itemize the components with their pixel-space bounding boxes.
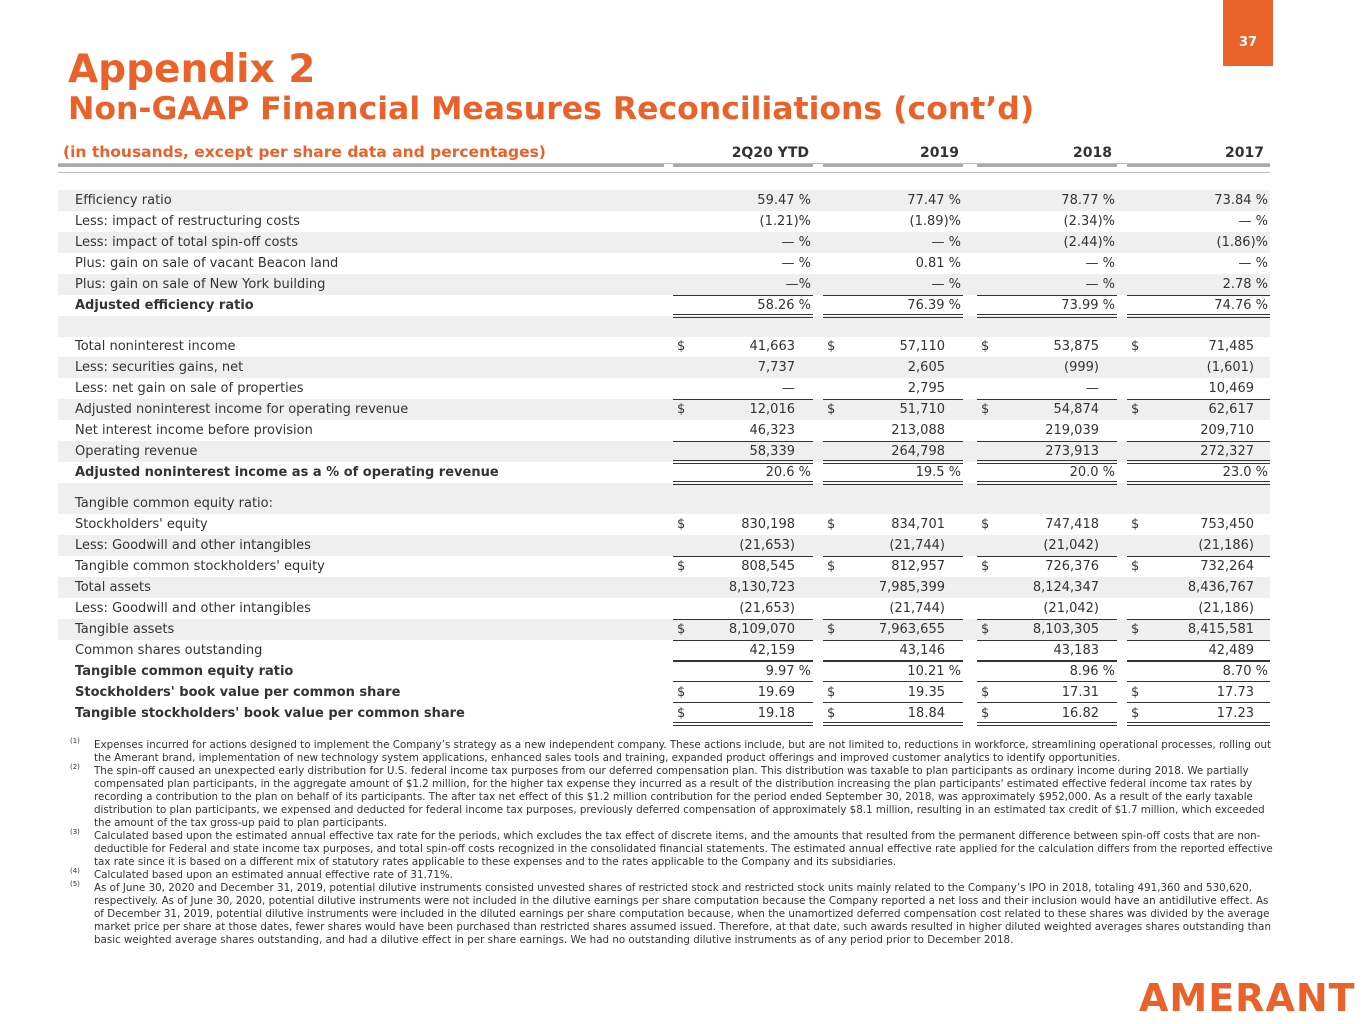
table-cell: — % — [781, 256, 811, 271]
table-cell: 43,183 — [1053, 643, 1099, 658]
table-row — [58, 577, 1270, 598]
column-header: 2018 — [1073, 145, 1112, 161]
page-title: Appendix 2 — [68, 47, 316, 92]
currency-symbol: $ — [981, 685, 990, 700]
table-row — [58, 211, 1270, 232]
table-cell: 8,109,070 — [728, 622, 795, 637]
table-row — [58, 556, 1270, 577]
table-cell: 9.97 % — [765, 664, 811, 679]
table-cell: (21,186) — [1198, 601, 1254, 616]
table-cell: 8,436,767 — [1187, 580, 1254, 595]
row-label: Stockholders' book value per common share — [75, 685, 401, 700]
row-label: Common shares outstanding — [75, 643, 263, 658]
table-cell: 808,545 — [741, 559, 795, 574]
underline — [1127, 441, 1270, 442]
underline — [673, 295, 813, 296]
table-cell: 74.76 % — [1214, 298, 1268, 313]
table-row — [58, 357, 1270, 378]
footnote — [64, 882, 1279, 947]
table-cell: (21,042) — [1043, 601, 1099, 616]
double-underline — [673, 481, 813, 485]
currency-symbol: $ — [827, 706, 836, 721]
table-cell: 272,327 — [1200, 444, 1254, 459]
currency-symbol: $ — [981, 402, 990, 417]
table-cell: 59.47 % — [757, 193, 811, 208]
double-underline — [977, 722, 1117, 726]
row-label: Adjusted efficiency ratio — [75, 298, 254, 313]
table-cell: 8,415,581 — [1187, 622, 1254, 637]
row-label: Tangible assets — [75, 622, 175, 637]
table-cell: 42,489 — [1208, 643, 1254, 658]
table-cell: 10,469 — [1208, 381, 1254, 396]
table-cell: — — [1086, 381, 1099, 396]
table-cell: 8.70 % — [1222, 664, 1268, 679]
table-row — [58, 232, 1270, 253]
table-cell: 19.69 — [757, 685, 795, 700]
table-cell: 12,016 — [749, 402, 795, 417]
row-label: Adjusted noninterest income for operating revenue — [75, 402, 409, 417]
table-cell: 78.77 % — [1061, 193, 1115, 208]
underline — [823, 619, 963, 620]
table-row — [58, 640, 1270, 661]
footnote-mark: (2) — [70, 763, 80, 771]
underline — [977, 441, 1117, 442]
table-cell: — % — [931, 235, 961, 250]
underline — [673, 640, 813, 641]
table-cell: 73.99 % — [1061, 298, 1115, 313]
column-header: 2019 — [920, 145, 959, 161]
table-row — [58, 274, 1270, 295]
underline — [673, 441, 813, 442]
currency-symbol: $ — [677, 402, 686, 417]
table-cell: 10.21 % — [907, 664, 961, 679]
table-row — [58, 378, 1270, 399]
amerant-logo: AMERANT — [1139, 976, 1356, 1020]
currency-symbol: $ — [677, 559, 686, 574]
table-cell: 19.18 — [757, 706, 795, 721]
row-label: Less: impact of total spin-off costs — [75, 235, 299, 250]
row-label: Plus: gain on sale of New York building — [75, 277, 326, 292]
table-cell: 18.84 — [907, 706, 945, 721]
currency-symbol: $ — [827, 559, 836, 574]
table-cell: 53,875 — [1053, 339, 1099, 354]
currency-symbol: $ — [827, 402, 836, 417]
table-cell: 16.82 — [1061, 706, 1099, 721]
table-cell: 726,376 — [1045, 559, 1099, 574]
table-cell: 2,795 — [907, 381, 945, 396]
table-cell: 73.84 % — [1214, 193, 1268, 208]
row-label: Operating revenue — [75, 444, 198, 459]
table-cell: — % — [1085, 256, 1115, 271]
table-row — [58, 295, 1270, 316]
table-row — [58, 619, 1270, 640]
table-cell: —% — [785, 277, 811, 292]
underline — [823, 441, 963, 442]
table-cell: (2.44)% — [1063, 235, 1115, 250]
currency-symbol: $ — [677, 685, 686, 700]
table-cell: 62,617 — [1208, 402, 1254, 417]
table-cell: — % — [1238, 256, 1268, 271]
underline — [1127, 661, 1270, 662]
double-underline — [823, 722, 963, 726]
table-row — [58, 598, 1270, 619]
double-underline — [1127, 481, 1270, 485]
underline — [1127, 399, 1270, 400]
table-cell: — % — [931, 277, 961, 292]
row-label: Efficiency ratio — [75, 193, 172, 208]
underline — [977, 661, 1117, 662]
table-cell: 8,103,305 — [1032, 622, 1099, 637]
footnote — [64, 869, 1279, 882]
footnote — [64, 739, 1279, 765]
table-cell: 71,485 — [1208, 339, 1254, 354]
underline — [977, 295, 1117, 296]
table-cell: 20.6 % — [765, 465, 811, 480]
table-cell: — % — [1085, 277, 1115, 292]
row-label: Tangible common stockholders' equity — [75, 559, 325, 574]
table-cell: 8,124,347 — [1032, 580, 1099, 595]
underline — [823, 661, 963, 662]
underline — [1127, 556, 1270, 557]
row-label: Stockholders' equity — [75, 517, 208, 532]
currency-symbol: $ — [981, 706, 990, 721]
currency-symbol: $ — [1131, 402, 1140, 417]
table-cell: (21,744) — [889, 601, 945, 616]
header-double-rule — [58, 163, 1270, 173]
double-underline — [823, 314, 963, 318]
underline — [977, 556, 1117, 557]
currency-symbol: $ — [827, 517, 836, 532]
currency-symbol: $ — [981, 559, 990, 574]
row-label: Net interest income before provision — [75, 423, 313, 438]
underline — [823, 640, 963, 641]
currency-symbol: $ — [1131, 339, 1140, 354]
table-cell: 46,323 — [749, 423, 795, 438]
table-cell: (1.86)% — [1216, 235, 1268, 250]
underline — [1127, 295, 1270, 296]
double-underline — [673, 314, 813, 318]
underline — [977, 619, 1117, 620]
row-label: Tangible stockholders' book value per common share — [75, 706, 465, 721]
footnote-text: As of June 30, 2020 and December 31, 2019, potential dilutive instruments consisted unvested shares of restricted stock and restricted stock units mainly related to the Company’s IPO in 2018, totaling 491,360 and 530,620, respectively. As of June 30, 2020, potential dilutive instruments were not included in the dilutive earnings per share computation because the Company reported a net loss and their inclusion would have an antidilutive effect. As of December 31, 2019, potential dilutive instruments were included in the diluted earnings per share computation because, when the unamortized deferred compensation cost related to these shares was divided by the average market price per share at those dates, fewer shares would have been purchased than restricted shares assumed issued. Therefore, at that date, such awards resulted in higher diluted weighted averages shares outstanding than basic weighted average shares outstanding, and had a dilutive effect in per share earnings. We had no outstanding dilutive instruments as of any period prior to December 2018. — [94, 882, 1271, 946]
footnotes — [64, 739, 1279, 947]
table-cell: 17.73 — [1216, 685, 1254, 700]
footnote-mark: (4) — [70, 867, 80, 875]
table-cell: (21,186) — [1198, 538, 1254, 553]
table-cell: (999) — [1064, 360, 1099, 375]
currency-symbol: $ — [827, 622, 836, 637]
row-label: Less: Goodwill and other intangibles — [75, 538, 311, 553]
table-cell: (21,744) — [889, 538, 945, 553]
table-cell: 19.35 — [907, 685, 945, 700]
row-label: Less: impact of restructuring costs — [75, 214, 300, 229]
table-cell: 76.39 % — [907, 298, 961, 313]
table-cell: (2.34)% — [1063, 214, 1115, 229]
column-header: 2017 — [1225, 145, 1264, 161]
table-cell: (1,601) — [1206, 360, 1254, 375]
row-label: Adjusted noninterest income as a % of operating revenue — [75, 465, 499, 480]
table-row — [58, 661, 1270, 682]
footnote-mark: (1) — [70, 737, 80, 745]
footnote-mark: (5) — [70, 880, 80, 888]
table-cell: 20.0 % — [1069, 465, 1115, 480]
currency-symbol: $ — [677, 706, 686, 721]
table-row — [58, 493, 1270, 514]
table-cell: 2,605 — [907, 360, 945, 375]
double-underline — [823, 481, 963, 485]
table-cell: 753,450 — [1200, 517, 1254, 532]
table-cell: 834,701 — [891, 517, 945, 532]
table-row — [58, 399, 1270, 420]
underline — [823, 556, 963, 557]
table-row — [58, 253, 1270, 274]
table-cell: 42,159 — [749, 643, 795, 658]
double-underline — [1127, 722, 1270, 726]
table-row — [58, 190, 1270, 211]
footnote-text: Calculated based upon an estimated annual effective rate of 31.71%. — [94, 869, 453, 881]
table-cell: 8.96 % — [1069, 664, 1115, 679]
table-row — [58, 703, 1270, 724]
table-cell: 19.5 % — [915, 465, 961, 480]
table-cell: 213,088 — [891, 423, 945, 438]
table-cell: 17.31 — [1061, 685, 1099, 700]
table-row — [58, 682, 1270, 703]
table-cell: 58.26 % — [757, 298, 811, 313]
table-cell: (21,042) — [1043, 538, 1099, 553]
table-cell: 54,874 — [1053, 402, 1099, 417]
row-label: Less: securities gains, net — [75, 360, 244, 375]
underline — [977, 640, 1117, 641]
table-cell: 264,798 — [891, 444, 945, 459]
currency-symbol: $ — [1131, 685, 1140, 700]
table-cell: 8,130,723 — [728, 580, 795, 595]
table-cell: (21,653) — [739, 601, 795, 616]
table-cell: 7,985,399 — [878, 580, 945, 595]
table-row — [58, 514, 1270, 535]
currency-symbol: $ — [1131, 622, 1140, 637]
table-cell: 17.23 — [1216, 706, 1254, 721]
currency-symbol: $ — [827, 685, 836, 700]
table-cell: 23.0 % — [1222, 465, 1268, 480]
table-cell: — — [782, 381, 795, 396]
table-cell: — % — [1238, 214, 1268, 229]
table-cell: 830,198 — [741, 517, 795, 532]
row-label: Tangible common equity ratio: — [75, 496, 273, 511]
column-header: 2Q20 YTD — [731, 145, 809, 161]
footnote-mark: (3) — [70, 828, 80, 836]
table-cell: 57,110 — [899, 339, 945, 354]
double-underline — [1127, 314, 1270, 318]
table-cell: 41,663 — [749, 339, 795, 354]
table-row — [58, 535, 1270, 556]
table-row — [58, 462, 1270, 483]
table-caption: (in thousands, except per share data and percentages) — [63, 143, 546, 161]
row-label: Total assets — [75, 580, 151, 595]
currency-symbol: $ — [827, 339, 836, 354]
table-cell: 77.47 % — [907, 193, 961, 208]
table-cell: 43,146 — [899, 643, 945, 658]
underline — [1127, 619, 1270, 620]
table-row — [58, 420, 1270, 441]
table-cell: 0.81 % — [915, 256, 961, 271]
underline — [673, 661, 813, 662]
row-label: Tangible common equity ratio — [75, 664, 294, 679]
underline — [673, 619, 813, 620]
table-cell: — % — [781, 235, 811, 250]
currency-symbol: $ — [677, 517, 686, 532]
table-cell: 273,913 — [1045, 444, 1099, 459]
footnote-text: Calculated based upon the estimated annual effective tax rate for the periods, which excludes the tax effect of discrete items, and the amounts that resulted from the permanent difference between spin-off costs that are non-deductible for Federal and state income tax purposes, and total spin-off costs recognized in the consolidated financial statements. The estimated annual effective rate applied for the calculation differs from the reported effective tax rate since it is based on a different mix of statutory rates applicable to these expenses and to the rates applicable to the Company and its subsidiaries. — [94, 830, 1273, 868]
underline — [673, 556, 813, 557]
currency-symbol: $ — [1131, 559, 1140, 574]
footnote — [64, 765, 1279, 830]
table-cell: 51,710 — [899, 402, 945, 417]
row-label: Total noninterest income — [75, 339, 236, 354]
footnote-text: Expenses incurred for actions designed to implement the Company’s strategy as a new independent company. These actions include, but are not limited to, reductions in workforce, streamlining operational processes, rolling out the Amerant brand, implementation of new technology system applications, enhanced sales tools and training, expanded product offerings and improved customer analytics to identify opportunities. — [94, 739, 1272, 764]
row-label: Plus: gain on sale of vacant Beacon land — [75, 256, 339, 271]
underline — [823, 295, 963, 296]
table-cell: 2.78 % — [1222, 277, 1268, 292]
underline — [823, 399, 963, 400]
page-number: 37 — [1223, 0, 1273, 66]
double-underline — [977, 481, 1117, 485]
underline — [673, 399, 813, 400]
table-cell: 732,264 — [1200, 559, 1254, 574]
table-row — [58, 441, 1270, 462]
currency-symbol: $ — [1131, 517, 1140, 532]
double-underline — [673, 722, 813, 726]
double-underline — [977, 314, 1117, 318]
table-cell: 747,418 — [1045, 517, 1099, 532]
currency-symbol: $ — [981, 339, 990, 354]
footnote — [64, 830, 1279, 869]
table-cell: 209,710 — [1200, 423, 1254, 438]
table-cell: 7,737 — [757, 360, 795, 375]
spacer-row — [58, 316, 1270, 337]
table-cell: 58,339 — [749, 444, 795, 459]
table-cell: 812,957 — [891, 559, 945, 574]
underline — [977, 399, 1117, 400]
currency-symbol: $ — [1131, 706, 1140, 721]
table-row — [58, 336, 1270, 357]
page-subtitle: Non-GAAP Financial Measures Reconciliations (cont’d) — [68, 91, 1035, 127]
table-cell: (21,653) — [739, 538, 795, 553]
row-label: Less: net gain on sale of properties — [75, 381, 304, 396]
table-cell: 219,039 — [1045, 423, 1099, 438]
underline — [1127, 640, 1270, 641]
table-cell: 7,963,655 — [878, 622, 945, 637]
footnote-text: The spin-off caused an unexpected early distribution for U.S. federal income tax purposes from our deferred compensation plan. This distribution was taxable to plan participants as ordinary income during 2018. We partially compensated plan participants, in the aggregate amount of $1.2 million, for the higher tax expense they incurred as a result of the distribution increasing the plan participants' estimated effective federal income tax rates by recording a contribution to the plan on behalf of its participants. The after tax net effect of this $1.2 million contribution for the period ended September 30, 2018, was approximately $952,000. As a result of the early taxable distribution to plan participants, we expensed and deducted for federal income tax purposes, previously deferred compensation of approximately $8.1 million, resulting in an estimated tax credit of $1.7 million, which exceeded the amount of the tax gross-up paid to plan participants. — [94, 765, 1265, 829]
currency-symbol: $ — [677, 339, 686, 354]
currency-symbol: $ — [677, 622, 686, 637]
currency-symbol: $ — [981, 622, 990, 637]
row-label: Less: Goodwill and other intangibles — [75, 601, 311, 616]
currency-symbol: $ — [981, 517, 990, 532]
table-cell: (1.89)% — [909, 214, 961, 229]
table-cell: (1.21)% — [759, 214, 811, 229]
